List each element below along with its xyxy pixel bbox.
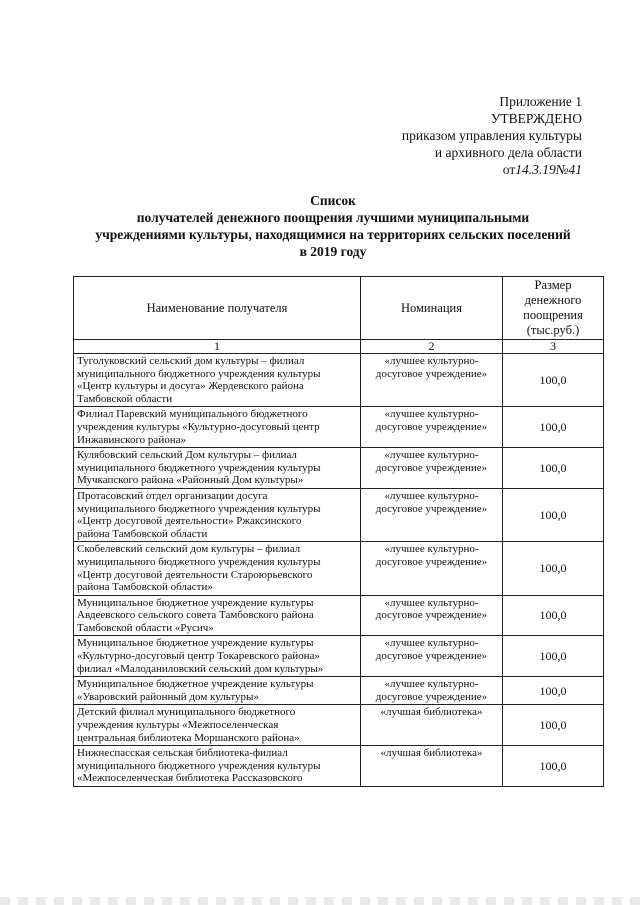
nomination-line: «лучшее культурно- bbox=[384, 637, 479, 650]
nomination-line: досуговое учреждение» bbox=[375, 367, 488, 380]
approved-label: УТВЕРЖДЕНО bbox=[490, 111, 582, 126]
amount-cell: 100,0 bbox=[503, 677, 604, 705]
recipient-name-line: муниципального бюджетного учреждения культуры bbox=[77, 759, 321, 772]
recipient-name-line: Кулябовский сельский Дом культуры – филиал bbox=[77, 449, 297, 462]
order-date bbox=[402, 161, 582, 178]
column-number: 1 bbox=[74, 340, 361, 354]
recipient-name-line: Нижнеспасская сельская библиотека-филиал bbox=[77, 747, 288, 760]
nomination-line: досуговое учреждение» bbox=[375, 502, 488, 515]
recipient-name-line: муниципального бюджетного учреждения культуры bbox=[77, 461, 321, 474]
nomination-cell bbox=[361, 488, 503, 541]
column-number: 3 bbox=[503, 340, 604, 354]
recipient-name-line: Филиал Паревский муниципального бюджетного bbox=[77, 408, 308, 421]
recipient-name-line: учреждения культуры «Культурно-досуговый центр bbox=[77, 420, 320, 433]
recipient-name-line: «Культурно-досуговый центр Токаревского района» bbox=[77, 650, 320, 663]
nomination-line: «лучшее культурно- bbox=[384, 449, 479, 462]
recipients-table bbox=[73, 276, 604, 787]
nomination-cell bbox=[361, 542, 503, 595]
header-name: Наименование получателя bbox=[74, 277, 361, 340]
amount-cell: 100,0 bbox=[503, 488, 604, 541]
recipient-name-line: Протасовский отдел организации досуга bbox=[77, 489, 268, 502]
recipient-name-line: Муниципальное бюджетное учреждение культуры bbox=[77, 596, 314, 609]
nomination-cell bbox=[361, 705, 503, 746]
recipient-name-line: Мучкапского района «Районный Дом культуры» bbox=[77, 474, 304, 487]
nomination-line: досуговое учреждение» bbox=[375, 690, 488, 703]
amount-cell: 100,0 bbox=[503, 746, 604, 787]
header-nomination: Номинация bbox=[361, 277, 503, 340]
recipient-name-line: «Межпоселенческая библиотека Рассказовского bbox=[77, 772, 303, 785]
table-body bbox=[74, 354, 604, 787]
amount-cell: 100,0 bbox=[503, 448, 604, 489]
recipient-name-line: «Уваровский районный дом культуры» bbox=[77, 690, 259, 703]
table-row bbox=[74, 488, 604, 541]
nomination-line: «лучшая библиотека» bbox=[380, 706, 483, 719]
table-header-row bbox=[74, 277, 604, 340]
recipient-name-cell bbox=[74, 542, 361, 595]
approval-header bbox=[402, 93, 582, 178]
nomination-line: досуговое учреждение» bbox=[375, 555, 488, 568]
header-size-line: денежного bbox=[524, 293, 582, 307]
table-row bbox=[74, 448, 604, 489]
table-row bbox=[74, 636, 604, 677]
recipient-name-cell bbox=[74, 636, 361, 677]
header-size bbox=[503, 277, 604, 340]
title-line-2: учреждениями культуры, находящимися на территориях сельских поселений bbox=[95, 227, 571, 242]
table-row bbox=[74, 677, 604, 705]
recipient-name-line: Детский филиал муниципального бюджетного bbox=[77, 706, 296, 719]
table-row bbox=[74, 705, 604, 746]
nomination-line: «лучшее культурно- bbox=[384, 355, 479, 367]
recipient-name-cell bbox=[74, 677, 361, 705]
column-number: 2 bbox=[361, 340, 503, 354]
nomination-line: «лучшее культурно- bbox=[384, 489, 479, 502]
header-size-line: поощрения bbox=[523, 308, 583, 322]
recipient-name-cell bbox=[74, 354, 361, 407]
nomination-line: «лучшее культурно- bbox=[384, 678, 479, 691]
nomination-line: «лучшее культурно- bbox=[384, 408, 479, 421]
nomination-cell bbox=[361, 636, 503, 677]
title-line-1: получателей денежного поощрения лучшими муниципальными bbox=[136, 210, 530, 225]
nomination-cell bbox=[361, 595, 503, 636]
title-word: Список bbox=[310, 193, 356, 208]
nomination-cell bbox=[361, 448, 503, 489]
recipient-name-line: муниципального бюджетного учреждения культуры bbox=[77, 555, 321, 568]
nomination-line: досуговое учреждение» bbox=[375, 609, 488, 622]
nomination-cell bbox=[361, 407, 503, 448]
recipient-name-line: центральная библиотека Моршанского района» bbox=[77, 731, 300, 744]
recipient-name-line: «Центр культуры и досуга» Жердевского района bbox=[77, 380, 304, 393]
document-title bbox=[70, 192, 596, 260]
table-row bbox=[74, 746, 604, 787]
recipient-name-line: Муниципальное бюджетное учреждение культуры bbox=[77, 637, 314, 650]
table-row bbox=[74, 595, 604, 636]
recipient-name-line: учреждения культуры «Межпоселенческая bbox=[77, 719, 279, 732]
amount-cell: 100,0 bbox=[503, 354, 604, 407]
amount-cell: 100,0 bbox=[503, 595, 604, 636]
nomination-line: «лучшее культурно- bbox=[384, 596, 479, 609]
appendix-label: Приложение 1 bbox=[499, 94, 582, 109]
scan-edge bbox=[0, 897, 640, 905]
recipient-name-line: Авдеевского сельского совета Тамбовского района bbox=[77, 609, 314, 622]
nomination-line: досуговое учреждение» bbox=[375, 650, 488, 663]
column-number-row bbox=[74, 340, 604, 354]
nomination-line: досуговое учреждение» bbox=[375, 420, 488, 433]
recipient-name-line: Инжавинского района» bbox=[77, 433, 186, 446]
recipient-name-line: муниципального бюджетного учреждения культуры bbox=[77, 367, 321, 380]
nomination-line: «лучшая библиотека» bbox=[380, 747, 483, 760]
recipient-name-line: Муниципальное бюджетное учреждение культуры bbox=[77, 678, 314, 691]
recipient-name-line: муниципального бюджетного учреждения культуры bbox=[77, 502, 321, 515]
recipient-name-line: Тамбовской области «Русич» bbox=[77, 621, 214, 634]
order-line-2: и архивного дела области bbox=[434, 145, 582, 160]
nomination-line: досуговое учреждение» bbox=[375, 461, 488, 474]
recipient-name-line: «Центр досуговой деятельности Староюрьевского bbox=[77, 568, 313, 581]
nomination-cell bbox=[361, 677, 503, 705]
amount-cell: 100,0 bbox=[503, 542, 604, 595]
recipient-name-line: филиал «Малоданиловский сельский дом культуры» bbox=[77, 662, 324, 675]
recipient-name-cell bbox=[74, 488, 361, 541]
recipient-name-line: района Тамбовской области bbox=[77, 527, 208, 540]
recipient-name-line: «Центр досуговой деятельности» Ржаксинского bbox=[77, 515, 302, 528]
recipient-name-line: Скобелевский сельский дом культуры – филиал bbox=[77, 543, 301, 556]
recipient-name-cell bbox=[74, 448, 361, 489]
date-prefix: от bbox=[502, 162, 516, 177]
recipient-name-cell bbox=[74, 407, 361, 448]
recipient-name-line: района Тамбовской области» bbox=[77, 581, 213, 594]
amount-cell: 100,0 bbox=[503, 407, 604, 448]
recipient-name-cell bbox=[74, 746, 361, 787]
nomination-cell bbox=[361, 354, 503, 407]
recipient-name-cell bbox=[74, 705, 361, 746]
nomination-cell bbox=[361, 746, 503, 787]
table-row bbox=[74, 407, 604, 448]
table-row bbox=[74, 354, 604, 407]
nomination-line: «лучшее культурно- bbox=[384, 543, 479, 556]
order-line-1: приказом управления культуры bbox=[401, 128, 582, 143]
amount-cell: 100,0 bbox=[503, 705, 604, 746]
handwritten-date: 14.3.19№41 bbox=[515, 162, 582, 177]
header-size-line: (тыс.руб.) bbox=[526, 323, 580, 337]
recipient-name-line: Туголуковский сельский дом культуры – филиал bbox=[77, 355, 305, 367]
recipient-name-cell bbox=[74, 595, 361, 636]
recipient-name-line: Тамбовской области bbox=[77, 392, 173, 405]
amount-cell: 100,0 bbox=[503, 636, 604, 677]
table-row bbox=[74, 542, 604, 595]
header-size-line: Размер bbox=[534, 278, 572, 292]
title-line-3: в 2019 году bbox=[299, 244, 367, 259]
